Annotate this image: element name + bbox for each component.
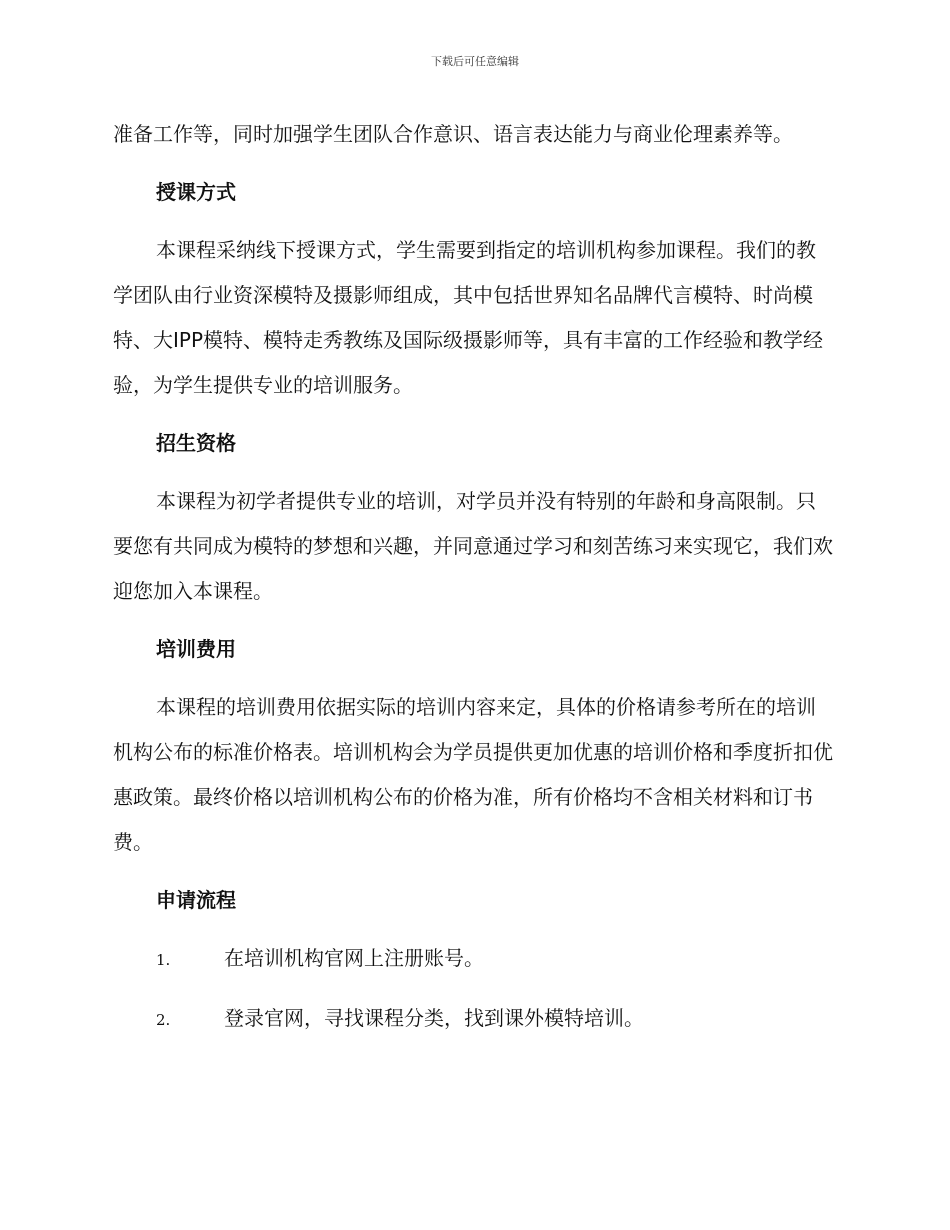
- section-body-fees: 本课程的培训费用依据实际的培训内容来定，具体的价格请参考所在的培训机构公布的标准价格表。培训机构会为学员提供更加优惠的培训价格和季度折扣优惠政策。最终价格以培训机构公布的价格为准，所有价格均不含相关材料和订书费。: [113, 695, 833, 854]
- list-text: 登录官网，寻找课程分类，找到课外模特培训。: [224, 1006, 644, 1030]
- document-body: [113, 112, 833, 1056]
- section-heading-teaching-method: 授课方式: [156, 180, 236, 204]
- page-header: 下载后可任意编辑: [431, 55, 519, 68]
- list-item: [113, 996, 833, 1043]
- section-heading-fees: 培训费用: [156, 637, 236, 661]
- section-body-teaching-method: 本课程采纳线下授课方式，学生需要到指定的培训机构参加课程。我们的教学团队由行业资深模特及摄影师组成，其中包括世界知名品牌代言模特、时尚模特、大IPP模特、模特走秀教练及国际级摄影师等，具有丰富的工作经验和教学经验，为学生提供专业的培训服务。: [113, 238, 824, 397]
- section-body-eligibility: 本课程为初学者提供专业的培训，对学员并没有特别的年龄和身高限制。只要您有共同成为模特的梦想和兴趣，并同意通过学习和刻苦练习来实现它，我们欢迎您加入本课程。: [113, 489, 833, 603]
- list-number: 1.: [156, 951, 171, 969]
- intro-paragraph: 准备工作等，同时加强学生团队合作意识、语言表达能力与商业伦理素养等。: [113, 122, 793, 146]
- list-text: 在培训机构官网上注册账号。: [224, 946, 484, 970]
- section-heading-eligibility: 招生资格: [156, 431, 236, 455]
- list-item: [113, 936, 833, 983]
- section-heading-application: 申请流程: [156, 888, 236, 912]
- list-number: 2.: [156, 1011, 171, 1029]
